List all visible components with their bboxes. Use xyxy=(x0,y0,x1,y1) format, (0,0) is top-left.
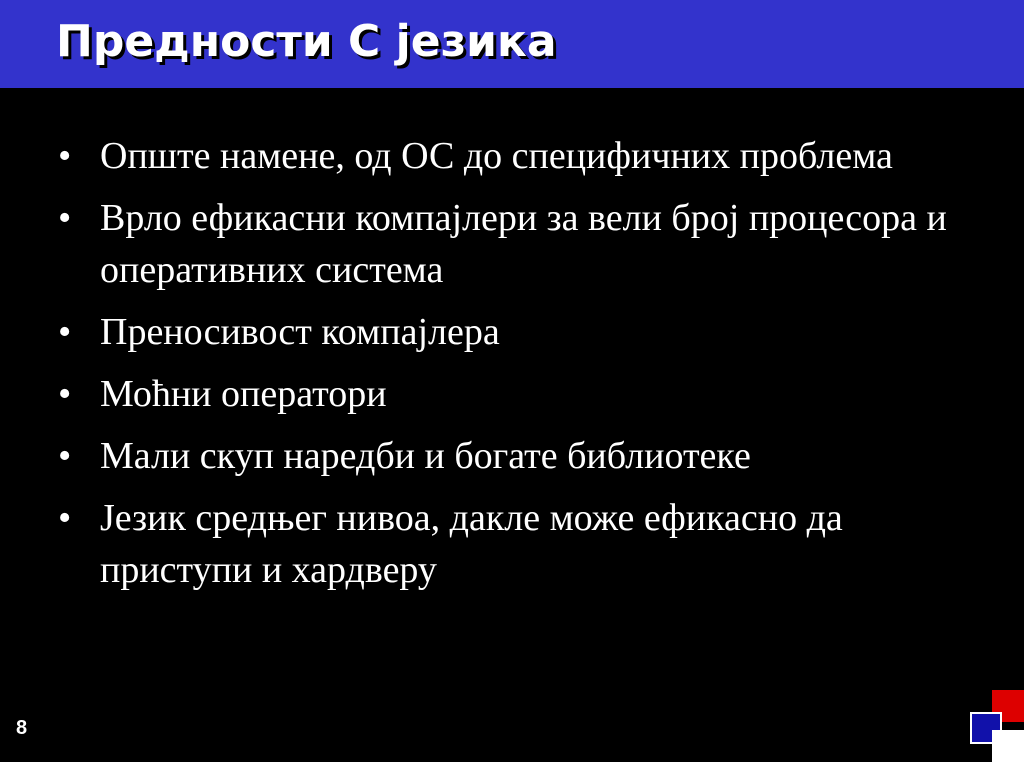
bullet-text: Врло ефикасни компајлери за вели број процесора и оперативних система xyxy=(100,197,947,291)
bullet-item xyxy=(58,192,958,296)
bullet-icon: • xyxy=(58,497,72,539)
bullet-icon: • xyxy=(58,311,72,353)
bullet-icon: • xyxy=(58,435,72,477)
page-number: 8 xyxy=(16,717,28,739)
bullet-item xyxy=(58,430,958,482)
bullet-icon: • xyxy=(58,373,72,415)
bullet-text: Моћни оператори xyxy=(100,373,387,415)
bullet-text: Језик средњег нивоа, дакле може ефикасно да приступи и хардверу xyxy=(100,497,843,591)
bullet-text: Преносивост компајлера xyxy=(100,311,500,353)
bullet-icon: • xyxy=(58,135,72,177)
bullet-item xyxy=(58,306,958,358)
title-bar xyxy=(0,0,1024,88)
bullet-item xyxy=(58,130,958,182)
bullet-text: Опште намене, од ОС до специфичних проблема xyxy=(100,135,893,177)
slide-title: Предности С језика xyxy=(56,16,557,67)
flag-squares-logo xyxy=(970,688,1024,762)
white-square-icon xyxy=(992,730,1024,762)
bullet-item xyxy=(58,368,958,420)
bullet-item xyxy=(58,492,958,596)
bullet-list xyxy=(58,130,958,606)
bullet-text: Мали скуп наредби и богате библиотеке xyxy=(100,435,751,477)
bullet-icon: • xyxy=(58,197,72,239)
